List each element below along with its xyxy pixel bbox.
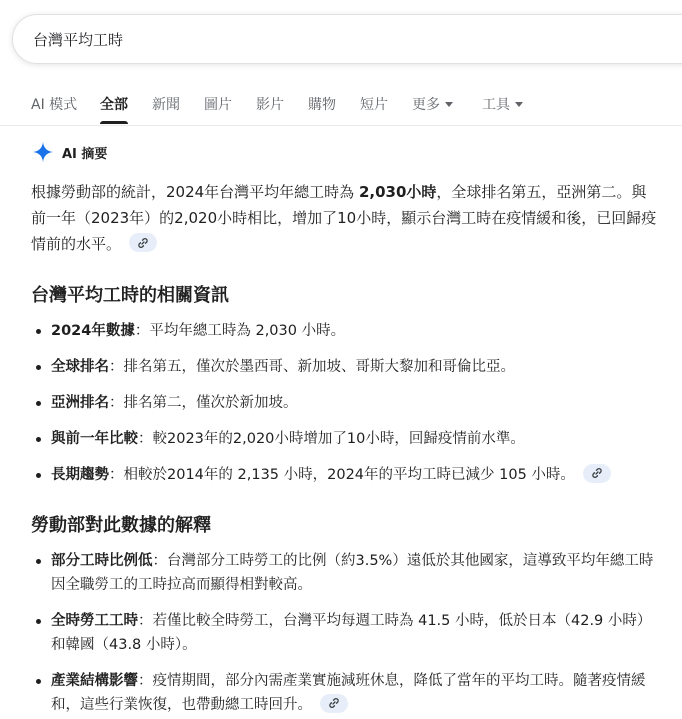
search-tabs: [0, 84, 682, 126]
list-item-text: ：相較於2014年的 2,135 小時，2024年的平均工時已減少 105 小時。: [109, 467, 575, 483]
list-item-label: 部分工時比例低: [51, 553, 153, 569]
sparkle-icon: [32, 141, 54, 163]
list-item: [31, 319, 661, 343]
tab-news[interactable]: 新聞: [152, 97, 180, 113]
list-item-label: 產業結構影響: [51, 673, 138, 689]
list-item-text: ：平均年總工時為 2,030 小時。: [134, 323, 346, 339]
tab-shorts[interactable]: 短片: [360, 97, 388, 113]
link-icon: [328, 697, 340, 709]
ai-overview-title: AI 摘要: [62, 146, 108, 162]
chevron-down-icon: [445, 102, 453, 107]
tab-tools-label: 工具: [482, 97, 510, 113]
ai-overview-header: [32, 141, 107, 163]
tab-shopping[interactable]: 購物: [308, 97, 336, 113]
source-link-button[interactable]: [129, 233, 157, 252]
link-icon: [137, 237, 149, 249]
list-item: [31, 669, 661, 717]
list-item: [31, 427, 661, 451]
chevron-down-icon: [515, 102, 523, 107]
list-item-label: 全時勞工工時: [51, 613, 138, 629]
source-link-button[interactable]: [320, 694, 348, 713]
tab-videos[interactable]: 影片: [256, 97, 284, 113]
list-item-text: ：疫情期間，部分內需產業實施減班休息，降低了當年的平均工時。隨著疫情緩和，這些行業恢復，也帶動總工時回升。: [51, 673, 646, 713]
search-input[interactable]: [33, 30, 682, 48]
list-item-text: ：排名第五，僅次於墨西哥、新加坡、哥斯大黎加和哥倫比亞。: [109, 359, 515, 375]
ai-summary-paragraph: [31, 179, 661, 257]
list-item-label: 亞洲排名: [51, 395, 109, 411]
link-icon: [591, 467, 603, 479]
summary-text-2: ，全球排名第五，亞洲第二。與前一年（2023年）的2,020小時相比，增加了10小時，顯示台灣工時在疫情緩和後，已回歸疫情前的水平。: [31, 183, 657, 253]
source-link-button[interactable]: [583, 464, 611, 483]
list-item-label: 與前一年比較: [51, 431, 138, 447]
ministry-explanation-list: [31, 549, 661, 717]
list-item: [31, 463, 661, 487]
section-heading-ministry-explanation: 勞動部對此數據的解釋: [31, 515, 211, 536]
tab-tools[interactable]: [482, 94, 523, 114]
list-item: [31, 355, 661, 379]
summary-text-1: 根據勞動部的統計，2024年台灣平均年總工時為: [31, 183, 359, 201]
tab-images[interactable]: 圖片: [204, 97, 232, 113]
list-item: [31, 609, 661, 657]
list-item: [31, 549, 661, 597]
list-item: [31, 391, 661, 415]
tab-ai-mode[interactable]: AI 模式: [31, 97, 78, 113]
list-item-text: ：台灣部分工時勞工的比例（約3.5%）遠低於其他國家，這導致平均年總工時因全職勞工的工時拉高而顯得相對較高。: [51, 553, 654, 593]
tab-all[interactable]: 全部: [100, 94, 128, 114]
tab-more[interactable]: [412, 94, 453, 114]
list-item-text: ：較2023年的2,020小時增加了10小時，回歸疫情前水準。: [138, 431, 525, 447]
ai-overview-content: [31, 179, 661, 719]
related-info-list: [31, 319, 661, 487]
summary-highlight: 2,030小時: [358, 183, 437, 201]
list-item-text: ：若僅比較全時勞工，台灣平均每週工時為 41.5 小時，低於日本（42.9 小時）和韓國（43.8 小時）。: [51, 613, 652, 653]
section-heading-related-info: 台灣平均工時的相關資訊: [31, 285, 229, 306]
tab-more-label: 更多: [412, 97, 440, 113]
list-item-label: 2024年數據: [51, 323, 135, 339]
list-item-label: 長期趨勢: [51, 467, 109, 483]
search-bar[interactable]: [12, 14, 682, 64]
list-item-text: ：排名第二，僅次於新加坡。: [109, 395, 298, 411]
list-item-label: 全球排名: [51, 359, 109, 375]
